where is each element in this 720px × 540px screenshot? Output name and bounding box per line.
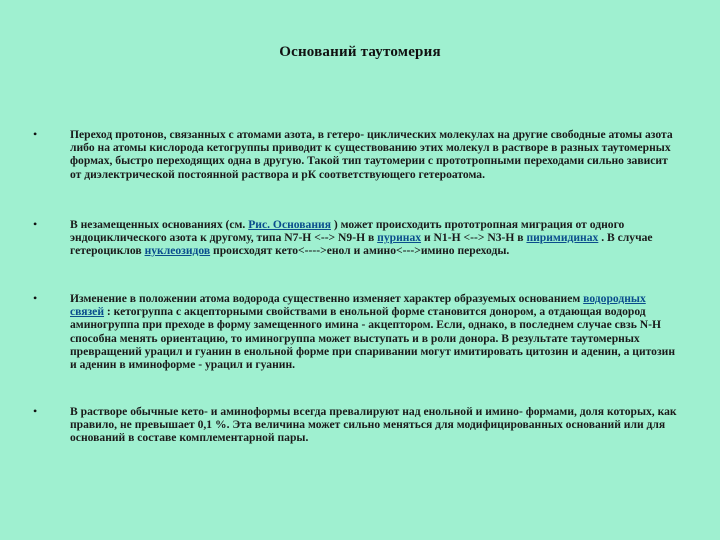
paragraph-unsubstituted-bases xyxy=(70,218,682,258)
text-segment: . В случае гетероциклов xyxy=(70,231,653,258)
link-nucleosides[interactable]: нуклеозидов xyxy=(144,244,211,258)
paragraph-hydrogen-position xyxy=(70,292,682,371)
bullet-icon: • xyxy=(33,291,38,305)
text-segment: и N1-H <--> N3-H в xyxy=(421,231,527,245)
link-fig-bases[interactable]: Рис. Основания xyxy=(248,218,331,231)
paragraph-keto-amino-forms: В растворе обычные кето- и аминоформы всегда превалируют над енольной и имино- формами, доля которых, как правило, не превышает 0,1 %. Эта величина может сильно меняться для модифицированных оснований или для оснований в составе комплементарной пары. xyxy=(70,405,677,445)
bullet-icon: • xyxy=(33,127,38,141)
text-segment: В незамещенных основаниях (см. xyxy=(70,218,249,231)
link-pyrimidines[interactable]: пиримидинах xyxy=(526,231,599,245)
slide-title: Оснований таутомерия xyxy=(279,44,441,60)
paragraph-proton-transfer: Переход протонов, связанных с атомами азота, в гетеро- циклических молекулах на другие свободные атомы азота либо на атомы кислорода кетогруппы приводит к существованию этих молекул в растворе в разных таутомерных формах, быстро переходящих одна в другую. Такой тип таутомерии с прототропными переходами сильно зависит от диэлектрической постоянной раствора и рК соответствующего гетероатома. xyxy=(70,128,673,181)
link-hydrogen-bonds[interactable]: водородных связей xyxy=(70,292,646,319)
bullet-icon: • xyxy=(33,217,38,231)
text-segment: ) может происходить прототропная миграция от одного эндоциклического азота к другому, типа N7-H <--> N9-H в xyxy=(70,218,625,245)
link-purines[interactable]: пуринах xyxy=(377,231,422,245)
text-segment: : кетогруппа с акцепторными свойствами в енольной форме становится донором, а отдающая водород аминогруппа при преходе в форму замещенного имина - акцептором. Если, однако, в последнем случае свзь N-H способна менять ориентацию, то иминогруппа может выступать и в роли донора. В результате таутомерных превращений урацил и гуанин в енольной форме при спаривании могут имитировать цитозин и аденин, а цитозин и аденин в иминоформе - урацил и гуанин. xyxy=(70,305,676,372)
bullet-icon: • xyxy=(33,404,38,418)
text-segment: происходят кето<---->енол и амино<--->имино переходы. xyxy=(210,244,510,258)
text-segment: Изменение в положении атома водорода существенно изменяет характер образуемых основанием xyxy=(70,292,584,305)
